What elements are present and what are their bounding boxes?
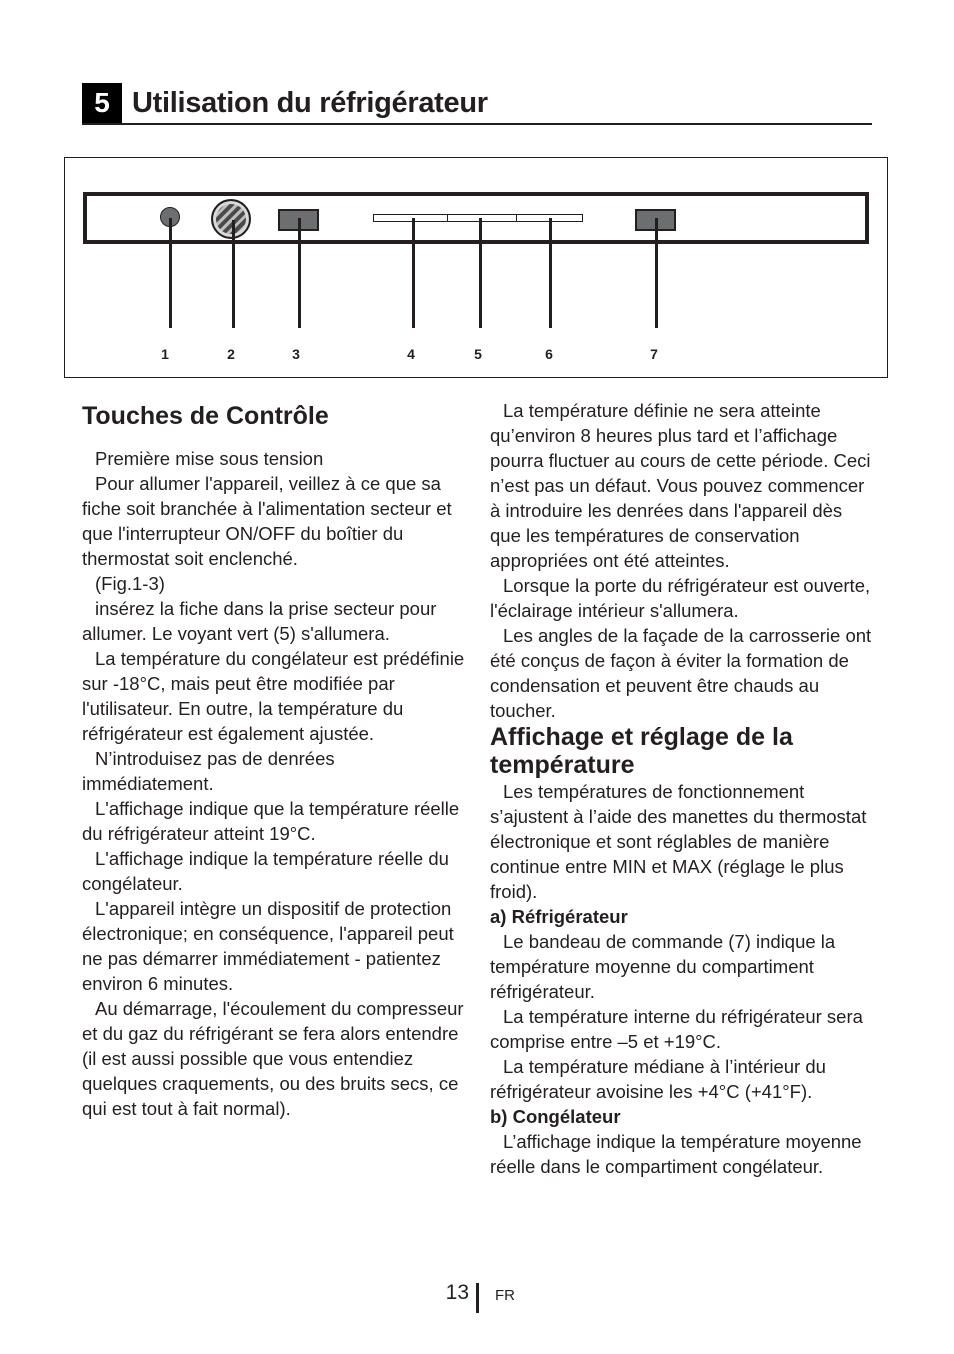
footer-divider: [476, 1283, 479, 1313]
paragraph: La température du congélateur est prédéfinie sur -18°C, mais peut être modifiée par l'utilisateur. En outre, la température du réfrigérateur est également ajustée.: [82, 648, 465, 744]
thermostat-knob: [211, 199, 251, 239]
paragraph: Lorsque la porte du réfrigérateur est ouverte, l'éclairage intérieur s'allumera.: [490, 575, 871, 621]
left-column: [82, 398, 466, 1121]
leader-line-2: [232, 220, 235, 328]
paragraph: (Fig.1-3): [95, 573, 165, 594]
section-header: [82, 83, 872, 125]
leader-line-7: [655, 218, 658, 328]
paragraph: Les angles de la façade de la carrosserie ont été conçus de façon à éviter la formation de condensation et peuvent être chauds au toucher.: [490, 625, 872, 721]
language-code: FR: [495, 1287, 515, 1304]
paragraph: L'affichage indique que la température réelle du réfrigérateur atteint 19°C.: [82, 798, 460, 844]
control-panel-figure: [64, 157, 888, 378]
section-number: 5: [82, 83, 122, 123]
callout-6: 6: [545, 346, 553, 362]
section-title: Utilisation du réfrigérateur: [132, 87, 488, 119]
temperature-heading: Affichage et réglage de la température: [490, 723, 793, 779]
callout-5: 5: [474, 346, 482, 362]
right-column: [490, 398, 875, 1179]
callout-7: 7: [650, 346, 658, 362]
leader-line-4: [412, 218, 415, 328]
paragraph: L'appareil intègre un dispositif de protection électronique; en conséquence, l'appareil peut ne pas démarrer immédiatement - patientez environ 6 minutes.: [82, 898, 454, 994]
display-segment-4: [373, 214, 448, 222]
callout-1: 1: [161, 346, 169, 362]
paragraph: N’introduisez pas de denrées immédiatement.: [82, 748, 335, 794]
paragraph: Au démarrage, l'écoulement du compresseur et du gaz du réfrigérant se fera alors entendre (il est aussi possible que vous entendiez quelques craquements, ou des bruits secs, ce qui est tout à fait normal).: [82, 998, 464, 1119]
callout-4: 4: [407, 346, 415, 362]
refrigerator-subheading: a) Réfrigérateur: [490, 906, 628, 927]
paragraph: Pour allumer l'appareil, veillez à ce que sa fiche soit branchée à l'alimentation secteur et que l'interrupteur ON/OFF du boîtier du thermostat soit enclenché.: [82, 473, 452, 569]
leader-line-6: [549, 218, 552, 328]
paragraph: L'affichage indique la température réelle du congélateur.: [82, 848, 449, 894]
paragraph: La température médiane à l’intérieur du réfrigérateur avoisine les +4°C (+41°F).: [490, 1056, 826, 1102]
page-number: 13: [445, 1281, 469, 1304]
paragraph: L’affichage indique la température moyenne réelle dans le compartiment congélateur.: [490, 1131, 862, 1177]
controls-heading: Touches de Contrôle: [82, 402, 329, 430]
paragraph: La température définie ne sera atteinte qu’environ 8 heures plus tard et l’affichage pourra fluctuer au cours de cette période. Ceci n’est pas un défaut. Vous pouvez commencer à introduire les denrées dans l'appareil dès que les températures de conservation appropriées ont été atteintes.: [490, 400, 871, 571]
paragraph: insérez la fiche dans la prise secteur pour allumer. Le voyant vert (5) s'allumera.: [82, 598, 437, 644]
leader-line-5: [479, 218, 482, 328]
display-segment-5: [447, 214, 517, 222]
paragraph: Le bandeau de commande (7) indique la température moyenne du compartiment réfrigérateur.: [490, 931, 836, 1002]
freezer-subheading: b) Congélateur: [490, 1106, 621, 1127]
leader-line-1: [169, 218, 172, 328]
leader-line-3: [298, 218, 301, 328]
paragraph: Les températures de fonctionnement s’ajustent à l’aide des manettes du thermostat électronique et sont réglables de manière continue entre MIN et MAX (réglage le plus froid).: [490, 781, 867, 902]
paragraph: Première mise sous tension: [95, 448, 324, 469]
callout-3: 3: [292, 346, 300, 362]
callout-2: 2: [227, 346, 235, 362]
paragraph: La température interne du réfrigérateur sera comprise entre –5 et +19°C.: [490, 1006, 863, 1052]
